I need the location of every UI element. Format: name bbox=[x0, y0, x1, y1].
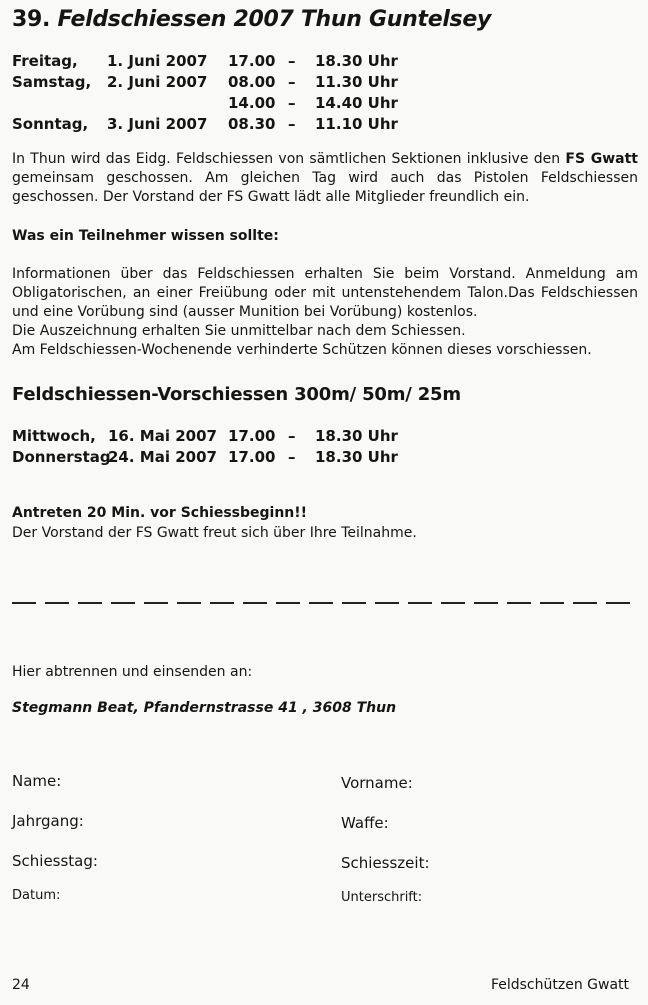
schedule-dash: – bbox=[288, 115, 296, 133]
schedule-dash: – bbox=[288, 52, 296, 70]
form-label-waffe: Waffe: bbox=[341, 814, 389, 832]
schedule-dash: – bbox=[288, 73, 296, 91]
schedule-end: 11.10 Uhr bbox=[315, 115, 398, 133]
mailing-address: Stegmann Beat, Pfandernstrasse 41 , 3608 Thun bbox=[12, 700, 397, 716]
schedule-day: Sonntag, bbox=[12, 115, 89, 133]
schedule-start: 14.00 bbox=[228, 94, 276, 112]
schedule-day: Donnerstag bbox=[12, 448, 111, 466]
form-label-datum: Datum: bbox=[12, 888, 61, 903]
schedule-date: 1. Juni 2007 bbox=[107, 52, 208, 70]
schedule-end: 18.30 Uhr bbox=[315, 427, 398, 445]
schedule-start: 08.30 bbox=[228, 115, 276, 133]
schedule-end: 18.30 Uhr bbox=[315, 448, 398, 466]
schedule-start: 08.00 bbox=[228, 73, 276, 91]
participant-paragraph bbox=[12, 265, 638, 360]
intro-paragraph bbox=[12, 150, 638, 207]
title-number: 39. bbox=[12, 7, 51, 32]
schedule-date: 3. Juni 2007 bbox=[107, 115, 208, 133]
publication-name: Feldschützen Gwatt bbox=[490, 977, 629, 993]
notice-text: Der Vorstand der FS Gwatt freut sich über Ihre Teilnahme. bbox=[12, 525, 417, 541]
cut-instruction: Hier abtrennen und einsenden an: bbox=[12, 664, 253, 680]
schedule-dash: – bbox=[288, 94, 296, 112]
schedule-end: 18.30 Uhr bbox=[315, 52, 398, 70]
schedule-start: 17.00 bbox=[228, 448, 276, 466]
form-label-jahrgang: Jahrgang: bbox=[12, 812, 84, 830]
intro-club-name: FS Gwatt bbox=[565, 151, 638, 167]
notice-bold: Antreten 20 Min. vor Schiessbeginn!! bbox=[12, 505, 308, 521]
form-label-schiesstag: Schiesstag: bbox=[12, 852, 98, 870]
title-text: Feldschiessen 2007 Thun Guntelsey bbox=[57, 7, 492, 32]
form-label-vorname: Vorname: bbox=[341, 774, 413, 792]
schedule-date: 16. Mai 2007 bbox=[108, 427, 217, 445]
page-title bbox=[12, 7, 491, 32]
schedule-day: Mittwoch, bbox=[12, 427, 96, 445]
schedule-day: Freitag, bbox=[12, 52, 78, 70]
schedule-dash: – bbox=[288, 448, 296, 466]
page-number: 24 bbox=[12, 977, 30, 993]
participant-text: Informationen über das Feldschiessen erhalten Sie beim Vorstand. Anmeldung am Obligatorischen, an einer Freiübung oder mit untenstehendem Talon.Das Feldschiessen und eine Vorübung sind (ausser Munition bei Vorübung) kostenlos. bbox=[12, 266, 638, 320]
schedule-start: 17.00 bbox=[228, 52, 276, 70]
participant-line: Die Auszeichnung erhalten Sie unmittelbar nach dem Schiessen. bbox=[12, 323, 466, 339]
schedule-end: 11.30 Uhr bbox=[315, 73, 398, 91]
schedule-date: 2. Juni 2007 bbox=[107, 73, 208, 91]
intro-text-end: gemeinsam geschossen. Am gleichen Tag wird auch das Pistolen Feldschiessen geschossen. Der Vorstand der FS Gwatt lädt alle Mitglieder freundlich ein. bbox=[12, 170, 638, 205]
form-label-schiesszeit: Schiesszeit: bbox=[341, 854, 430, 872]
form-label-name: Name: bbox=[12, 772, 62, 790]
pre-shooting-heading: Feldschiessen-Vorschiessen 300m/ 50m/ 25m bbox=[12, 384, 461, 405]
cut-line bbox=[12, 602, 638, 604]
form-label-unterschrift: Unterschrift: bbox=[341, 890, 423, 905]
participant-line: Am Feldschiessen-Wochenende verhinderte Schützen können dieses vorschiessen. bbox=[12, 342, 592, 358]
schedule-start: 17.00 bbox=[228, 427, 276, 445]
intro-text-start: In Thun wird das Eidg. Feldschiessen von sämtlichen Sektionen inklusive den bbox=[12, 151, 566, 167]
schedule-end: 14.40 Uhr bbox=[315, 94, 398, 112]
schedule-date: 24. Mai 2007 bbox=[108, 448, 217, 466]
schedule-dash: – bbox=[288, 427, 296, 445]
schedule-day: Samstag, bbox=[12, 73, 92, 91]
participant-heading: Was ein Teilnehmer wissen sollte: bbox=[12, 228, 279, 244]
